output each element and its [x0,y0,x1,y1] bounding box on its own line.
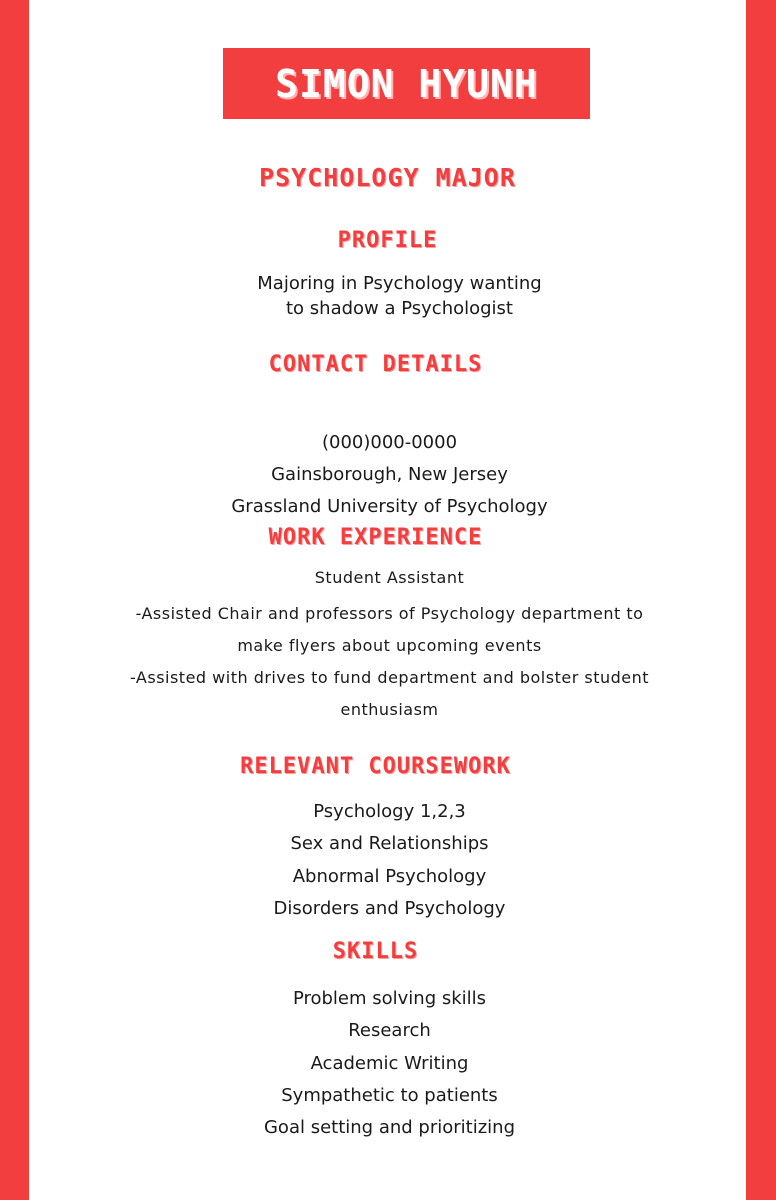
work-role: Student Assistant [314,568,465,587]
skills-heading: SKILLS [332,939,419,964]
work-heading: WORK EXPERIENCE [268,525,483,550]
work-description [17,598,762,726]
work-line: -Assisted with drives to fund department and bolster student [129,668,650,687]
contact-school: Grassland University of Psychology [231,496,548,517]
coursework-item: Sex and Relationships [290,833,489,855]
contact-heading: CONTACT DETAILS [268,352,483,377]
profile-text [27,271,772,321]
coursework-item: Psychology 1,2,3 [313,801,466,822]
coursework-item: Abnormal Psychology [292,865,487,887]
skills-item: Research [348,1020,431,1042]
skills-item: Sympathetic to patients [281,1084,498,1106]
resume-title: PSYCHOLOGY MAJOR [259,163,516,192]
profile-line: to shadow a Psychologist [285,298,513,319]
contact-phone: (000)000-0000 [321,432,458,453]
skills-list [17,983,762,1144]
coursework-item: Disorders and Psychology [273,897,506,919]
skills-item: Goal setting and prioritizing [263,1117,515,1139]
work-line: make flyers about upcoming events [237,636,542,655]
work-line: enthusiasm [340,700,439,719]
coursework-list [17,796,762,925]
profile-heading: PROFILE [337,228,438,253]
profile-line: Majoring in Psychology wanting [257,273,542,294]
skills-item: Problem solving skills [292,988,487,1009]
resume-name: SIMON HYUNH [275,61,538,106]
name-banner [223,48,590,119]
work-line: -Assisted Chair and professors of Psychology department to [135,604,644,623]
skills-item: Academic Writing [310,1052,469,1074]
coursework-heading: RELEVANT COURSEWORK [240,754,511,779]
contact-location: Gainsborough, New Jersey [271,464,508,485]
